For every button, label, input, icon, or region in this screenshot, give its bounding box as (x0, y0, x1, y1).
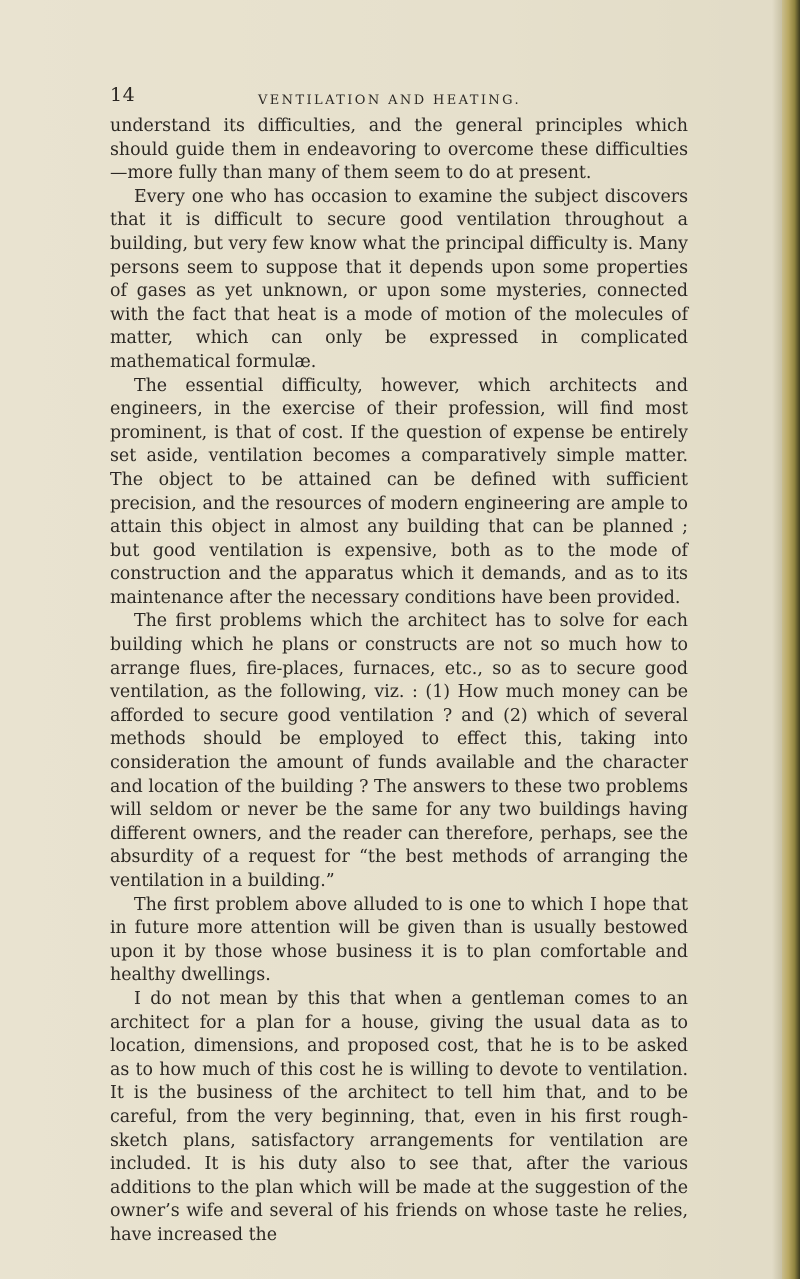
paragraph: The first problems which the architect has to solve for each building which he plans or constructs are not so much how to arrange flues, fire-places, furnaces, etc., so as to secure good ventilation, as the following, viz. : (1) How much money can be afforded to secure good ventilation ? and (2) which of several methods should be employed to effect this, taking into consideration the amount of funds available and the character and location of the building ? The answers to these two problems will seldom or never be the same for any two buildings having different owners, and the reader can therefore, perhaps, see the absurdity of a request for “the best methods of arranging the ventilation in a building.” (110, 611, 688, 891)
paragraph-continued: understand its difficulties, and the general principles which should guide them in endeavoring to overcome these difficulties—more fully than many of them seem to do at present. (110, 116, 688, 184)
page-header (110, 84, 666, 114)
paragraph: I do not mean by this that when a gentleman comes to an architect for a plan for a house, giving the usual data as to location, dimensions, and proposed cost, that he is to be asked as to how much of this cost he is willing to devote to ventilation. It is the business of the architect to tell him that, and to be careful, from the very beginning, that, even in his first rough-sketch plans, satisfactory arrangements for ventilation are included. It is his duty also to see that, after the various additions to the plan which will be made at the suggestion of the owner’s wife and several of his friends on whose taste he relies, have increased the (110, 988, 688, 1245)
body-text (110, 115, 688, 1248)
page-edge-shadow (772, 0, 782, 1279)
page-number: 14 (110, 84, 136, 106)
running-head: VENTILATION AND HEATING. (258, 93, 521, 108)
paragraph: The first problem above alluded to is one to which I hope that in future more attention will be given than is usually bestowed upon it by those whose business it is to plan comfortable and healthy dwellings. (110, 894, 688, 986)
page-edge (782, 0, 800, 1279)
paragraph: The essential difficulty, however, which architects and engineers, in the exercise of their profession, will find most prominent, is that of cost. If the question of expense be entirely set aside, ventilation becomes a comparatively simple matter. The object to be attained can be defined with sufficient precision, and the resources of modern engineering are ample to attain this object in almost any building that can be planned ; but good ventilation is expensive, both as to the mode of construction and the apparatus which it demands, and as to its maintenance after the necessary conditions have been provided. (110, 375, 688, 608)
paragraph: Every one who has occasion to examine the subject discovers that it is difficult to secure good ventilation throughout a building, but very few know what the principal difficulty is. Many persons seem to suppose that it depends upon some properties of gases as yet unknown, or upon some mysteries, connected with the fact that heat is a mode of motion of the molecules of matter, which can only be expressed in complicated mathematical formulæ. (110, 186, 688, 372)
